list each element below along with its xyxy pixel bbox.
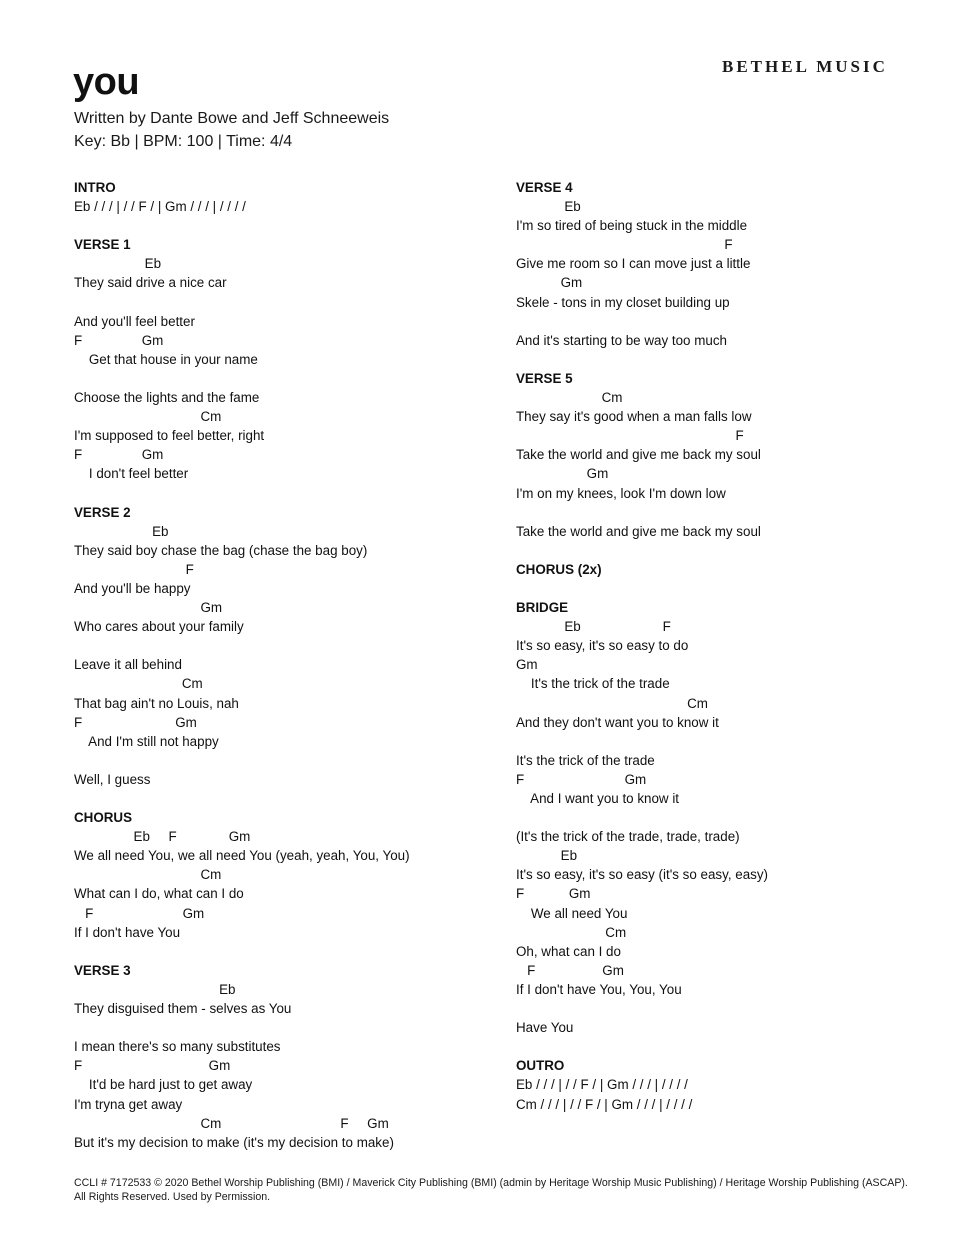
lyric-line: I'm on my knees, look I'm down low bbox=[516, 485, 726, 501]
blank-line bbox=[516, 808, 936, 827]
blank-line bbox=[516, 999, 936, 1018]
lyric-line: If I don't have You, You, You bbox=[516, 981, 682, 997]
blank-line bbox=[74, 751, 494, 770]
song-info: Key: Bb | BPM: 100 | Time: 4/4 bbox=[74, 133, 293, 150]
blank-line bbox=[74, 369, 494, 388]
chord-line: Cm F Gm bbox=[74, 1115, 389, 1131]
blank-line bbox=[74, 1018, 494, 1037]
left-column bbox=[74, 178, 494, 1152]
chord-line: Cm bbox=[516, 390, 623, 406]
section-heading: INTRO bbox=[74, 180, 116, 195]
lyric-line: And I'm still not happy bbox=[74, 733, 219, 749]
lyric-line: If I don't have You bbox=[74, 924, 181, 940]
section-heading: VERSE 5 bbox=[516, 370, 573, 386]
lyric-line: And it's starting to be way too much bbox=[516, 332, 727, 348]
blank-line bbox=[516, 1037, 936, 1056]
chord-line: Eb bbox=[516, 848, 578, 864]
brand-logo: BETHEL MUSIC bbox=[722, 57, 888, 76]
blank-line bbox=[516, 579, 936, 598]
lyric-line: And you'll be happy bbox=[74, 580, 191, 596]
lyric-line: That bag ain't no Louis, nah bbox=[74, 695, 239, 711]
lyric-line: Get that house in your name bbox=[74, 351, 258, 367]
right-column bbox=[516, 178, 936, 1114]
chord-line: F Gm bbox=[74, 714, 197, 730]
lyric-line: Have You bbox=[516, 1020, 574, 1036]
copyright-footer: CCLI # 7172533 © 2020 Bethel Worship Publishing (BMI) / Maverick City Publishing (BMI) (admin by Heritage Worship Music Publishing) / Heritage Worship Publishing (ASCAP). All Rights Reserved. Used by Permission. bbox=[74, 1177, 908, 1203]
blank-line bbox=[74, 216, 494, 235]
lyric-line: I don't feel better bbox=[74, 466, 189, 482]
lyric-line: We all need You, we all need You (yeah, yeah, You, You) bbox=[74, 848, 410, 864]
lyric-line: They said drive a nice car bbox=[74, 275, 227, 291]
section-heading: VERSE 2 bbox=[74, 504, 131, 520]
section-heading: CHORUS bbox=[74, 810, 133, 826]
blank-line bbox=[516, 732, 936, 751]
chord-line: F Gm bbox=[516, 962, 624, 978]
lyric-line: It's the trick of the trade bbox=[516, 752, 655, 768]
chord-line: Cm bbox=[516, 924, 627, 940]
lyric-line: Give me room so I can move just a little bbox=[516, 256, 751, 272]
lyric-line: Take the world and give me back my soul bbox=[516, 447, 761, 463]
chord-line: F bbox=[74, 561, 194, 577]
chord-line: Gm bbox=[516, 657, 538, 673]
chord-line: Eb bbox=[74, 523, 169, 539]
section-heading: VERSE 1 bbox=[74, 237, 131, 253]
lyric-line: They said boy chase the bag (chase the bag boy) bbox=[74, 542, 368, 558]
chord-line: F Gm bbox=[516, 886, 591, 902]
chord-line: Eb bbox=[74, 981, 236, 997]
chord-line: F Gm bbox=[74, 1058, 231, 1074]
lyric-line: They say it's good when a man falls low bbox=[516, 409, 752, 425]
section-heading: VERSE 3 bbox=[74, 962, 131, 978]
lyric-line: (It's the trick of the trade, trade, trade) bbox=[516, 829, 740, 845]
chord-progression: Cm / / / | / / F / | Gm / / / | / / / / bbox=[516, 1096, 693, 1112]
section-heading: OUTRO bbox=[516, 1058, 565, 1074]
song-credits: Written by Dante Bowe and Jeff Schneeweis bbox=[74, 110, 390, 127]
lyric-line: And you'll feel better bbox=[74, 313, 195, 329]
chord-line: Cm bbox=[74, 676, 203, 692]
lyric-line: It's so easy, it's so easy to do bbox=[516, 638, 689, 654]
chord-progression: Eb / / / | / / F / | Gm / / / | / / / / bbox=[74, 199, 246, 215]
lyric-line: It's the trick of the trade bbox=[516, 676, 670, 692]
chord-line: Eb F Gm bbox=[74, 829, 251, 845]
blank-line bbox=[516, 503, 936, 522]
chord-line: Gm bbox=[516, 275, 583, 291]
lyric-line: It'd be hard just to get away bbox=[74, 1077, 253, 1093]
chord-line: Cm bbox=[516, 695, 708, 711]
blank-line bbox=[74, 636, 494, 655]
blank-line bbox=[516, 541, 936, 560]
song-title: you bbox=[73, 61, 140, 103]
section-heading: VERSE 4 bbox=[516, 180, 573, 195]
chord-line: F Gm bbox=[74, 905, 205, 921]
lyric-line: I'm supposed to feel better, right bbox=[74, 428, 265, 444]
lyric-line: And they don't want you to know it bbox=[516, 714, 719, 730]
lyric-line: Well, I guess bbox=[74, 771, 151, 787]
lyric-line: It's so easy, it's so easy (it's so easy, easy) bbox=[516, 867, 769, 883]
lyric-line: Who cares about your family bbox=[74, 619, 244, 635]
chord-line: F bbox=[516, 237, 733, 253]
lyric-line: Take the world and give me back my soul bbox=[516, 523, 761, 539]
chord-line: Cm bbox=[74, 409, 222, 425]
blank-line bbox=[74, 789, 494, 808]
lyric-line: What can I do, what can I do bbox=[74, 886, 244, 902]
chord-line: Gm bbox=[74, 600, 223, 616]
lyric-line: I mean there's so many substitutes bbox=[74, 1039, 281, 1055]
lyric-line: And I want you to know it bbox=[516, 791, 680, 806]
chord-line: F Gm bbox=[516, 771, 647, 787]
chord-line: Eb bbox=[516, 199, 581, 215]
lyric-line: Oh, what can I do bbox=[516, 943, 621, 959]
blank-line bbox=[516, 350, 936, 369]
section-heading: BRIDGE bbox=[516, 600, 569, 616]
chord-line: F Gm bbox=[74, 447, 164, 463]
lyric-line: Skele - tons in my closet building up bbox=[516, 294, 730, 310]
chord-line: Eb bbox=[74, 256, 162, 272]
lyric-line: I'm so tired of being stuck in the middle bbox=[516, 218, 748, 234]
lyric-line: We all need You bbox=[516, 905, 628, 921]
blank-line bbox=[74, 484, 494, 503]
lyric-line: I'm tryna get away bbox=[74, 1096, 183, 1112]
lyric-line: Leave it all behind bbox=[74, 657, 182, 673]
chord-line: Eb F bbox=[516, 619, 671, 635]
section-heading: CHORUS (2x) bbox=[516, 561, 602, 577]
lyric-line: They disguised them - selves as You bbox=[74, 1001, 292, 1017]
blank-line bbox=[74, 942, 494, 961]
chord-line: Gm bbox=[516, 466, 609, 482]
chord-line: F Gm bbox=[74, 332, 164, 348]
lyric-line: Choose the lights and the fame bbox=[74, 390, 260, 406]
lyric-line: But it's my decision to make (it's my decision to make) bbox=[74, 1134, 394, 1150]
chord-line: F bbox=[516, 428, 744, 444]
blank-line bbox=[516, 312, 936, 331]
chord-line: Cm bbox=[74, 867, 222, 883]
blank-line bbox=[74, 293, 494, 312]
chord-progression: Eb / / / | / / F / | Gm / / / | / / / / bbox=[516, 1077, 688, 1093]
